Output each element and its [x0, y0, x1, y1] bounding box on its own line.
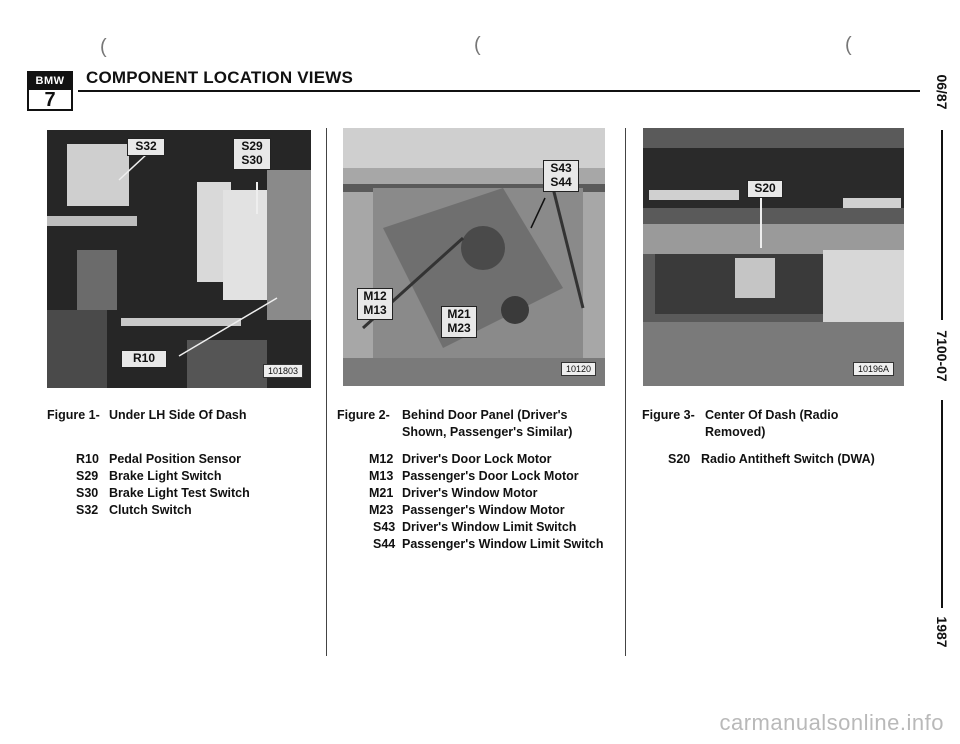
legend-item: R10 Pedal Position Sensor [76, 452, 241, 466]
figure-title: Under LH Side Of Dash [109, 408, 247, 422]
image-number: 10120 [561, 362, 596, 376]
figure-title-line: Removed) [705, 425, 766, 439]
scan-mark: ( [474, 34, 481, 56]
figure-1-photo [47, 130, 311, 388]
scan-mark: ( [845, 34, 852, 56]
column-divider [625, 128, 626, 656]
figure-2-legend [369, 451, 604, 553]
logo-brand: BMW [29, 73, 71, 90]
image-number: 101803 [263, 364, 303, 378]
image-number: 10196A [853, 362, 894, 376]
watermark: carmanualsonline.info [719, 710, 944, 735]
side-year: 1987 [934, 616, 950, 648]
figure-3-legend [668, 451, 875, 468]
legend-item: S44 Passenger's Window Limit Switch [373, 537, 604, 551]
figure-label: Figure 2- [337, 408, 390, 422]
figure-label: Figure 3- [642, 408, 695, 422]
callout-s43-s44: S43 S44 [543, 160, 579, 192]
legend-item: S32 Clutch Switch [76, 503, 192, 517]
callout-s29-s30: S29 S30 [233, 138, 271, 170]
figure-1-illustration [47, 130, 311, 388]
side-rule [941, 400, 943, 608]
bmw-logo [27, 71, 73, 111]
scan-mark: ( [100, 36, 107, 58]
page-title: COMPONENT LOCATION VIEWS [86, 68, 354, 87]
callout-m21-m23: M21 M23 [441, 306, 477, 338]
figure-title-line: Shown, Passenger's Similar) [402, 425, 573, 439]
figure-title-line: Behind Door Panel (Driver's [402, 408, 568, 422]
legend-item: M12 Driver's Door Lock Motor [369, 452, 552, 466]
legend-item: M13 Passenger's Door Lock Motor [369, 469, 579, 483]
header-rule [78, 90, 920, 92]
callout-s20: S20 [747, 180, 783, 198]
side-doc-number: 7100-07 [934, 330, 950, 382]
legend-item: M21 Driver's Window Motor [369, 486, 538, 500]
callout-s32: S32 [127, 138, 165, 156]
figure-3-photo [643, 128, 904, 386]
callout-r10: R10 [121, 350, 167, 368]
legend-item: S20 Radio Antitheft Switch (DWA) [668, 452, 875, 466]
figure-3-illustration [643, 128, 904, 386]
figure-2-photo [343, 128, 605, 386]
side-rule [941, 130, 943, 320]
figure-3-caption [642, 407, 912, 441]
figure-1-caption [47, 407, 317, 424]
callout-m12-m13: M12 M13 [357, 288, 393, 320]
legend-item: S30 Brake Light Test Switch [76, 486, 250, 500]
side-date: 06/87 [934, 74, 950, 110]
figure-1-legend [76, 451, 250, 519]
legend-item: M23 Passenger's Window Motor [369, 503, 565, 517]
column-divider [326, 128, 327, 656]
figure-label: Figure 1- [47, 408, 100, 422]
legend-item: S29 Brake Light Switch [76, 469, 222, 483]
logo-model: 7 [44, 89, 56, 111]
figure-title-line: Center Of Dash (Radio [705, 408, 839, 422]
legend-item: S43 Driver's Window Limit Switch [373, 520, 577, 534]
figure-2-caption [337, 407, 617, 441]
